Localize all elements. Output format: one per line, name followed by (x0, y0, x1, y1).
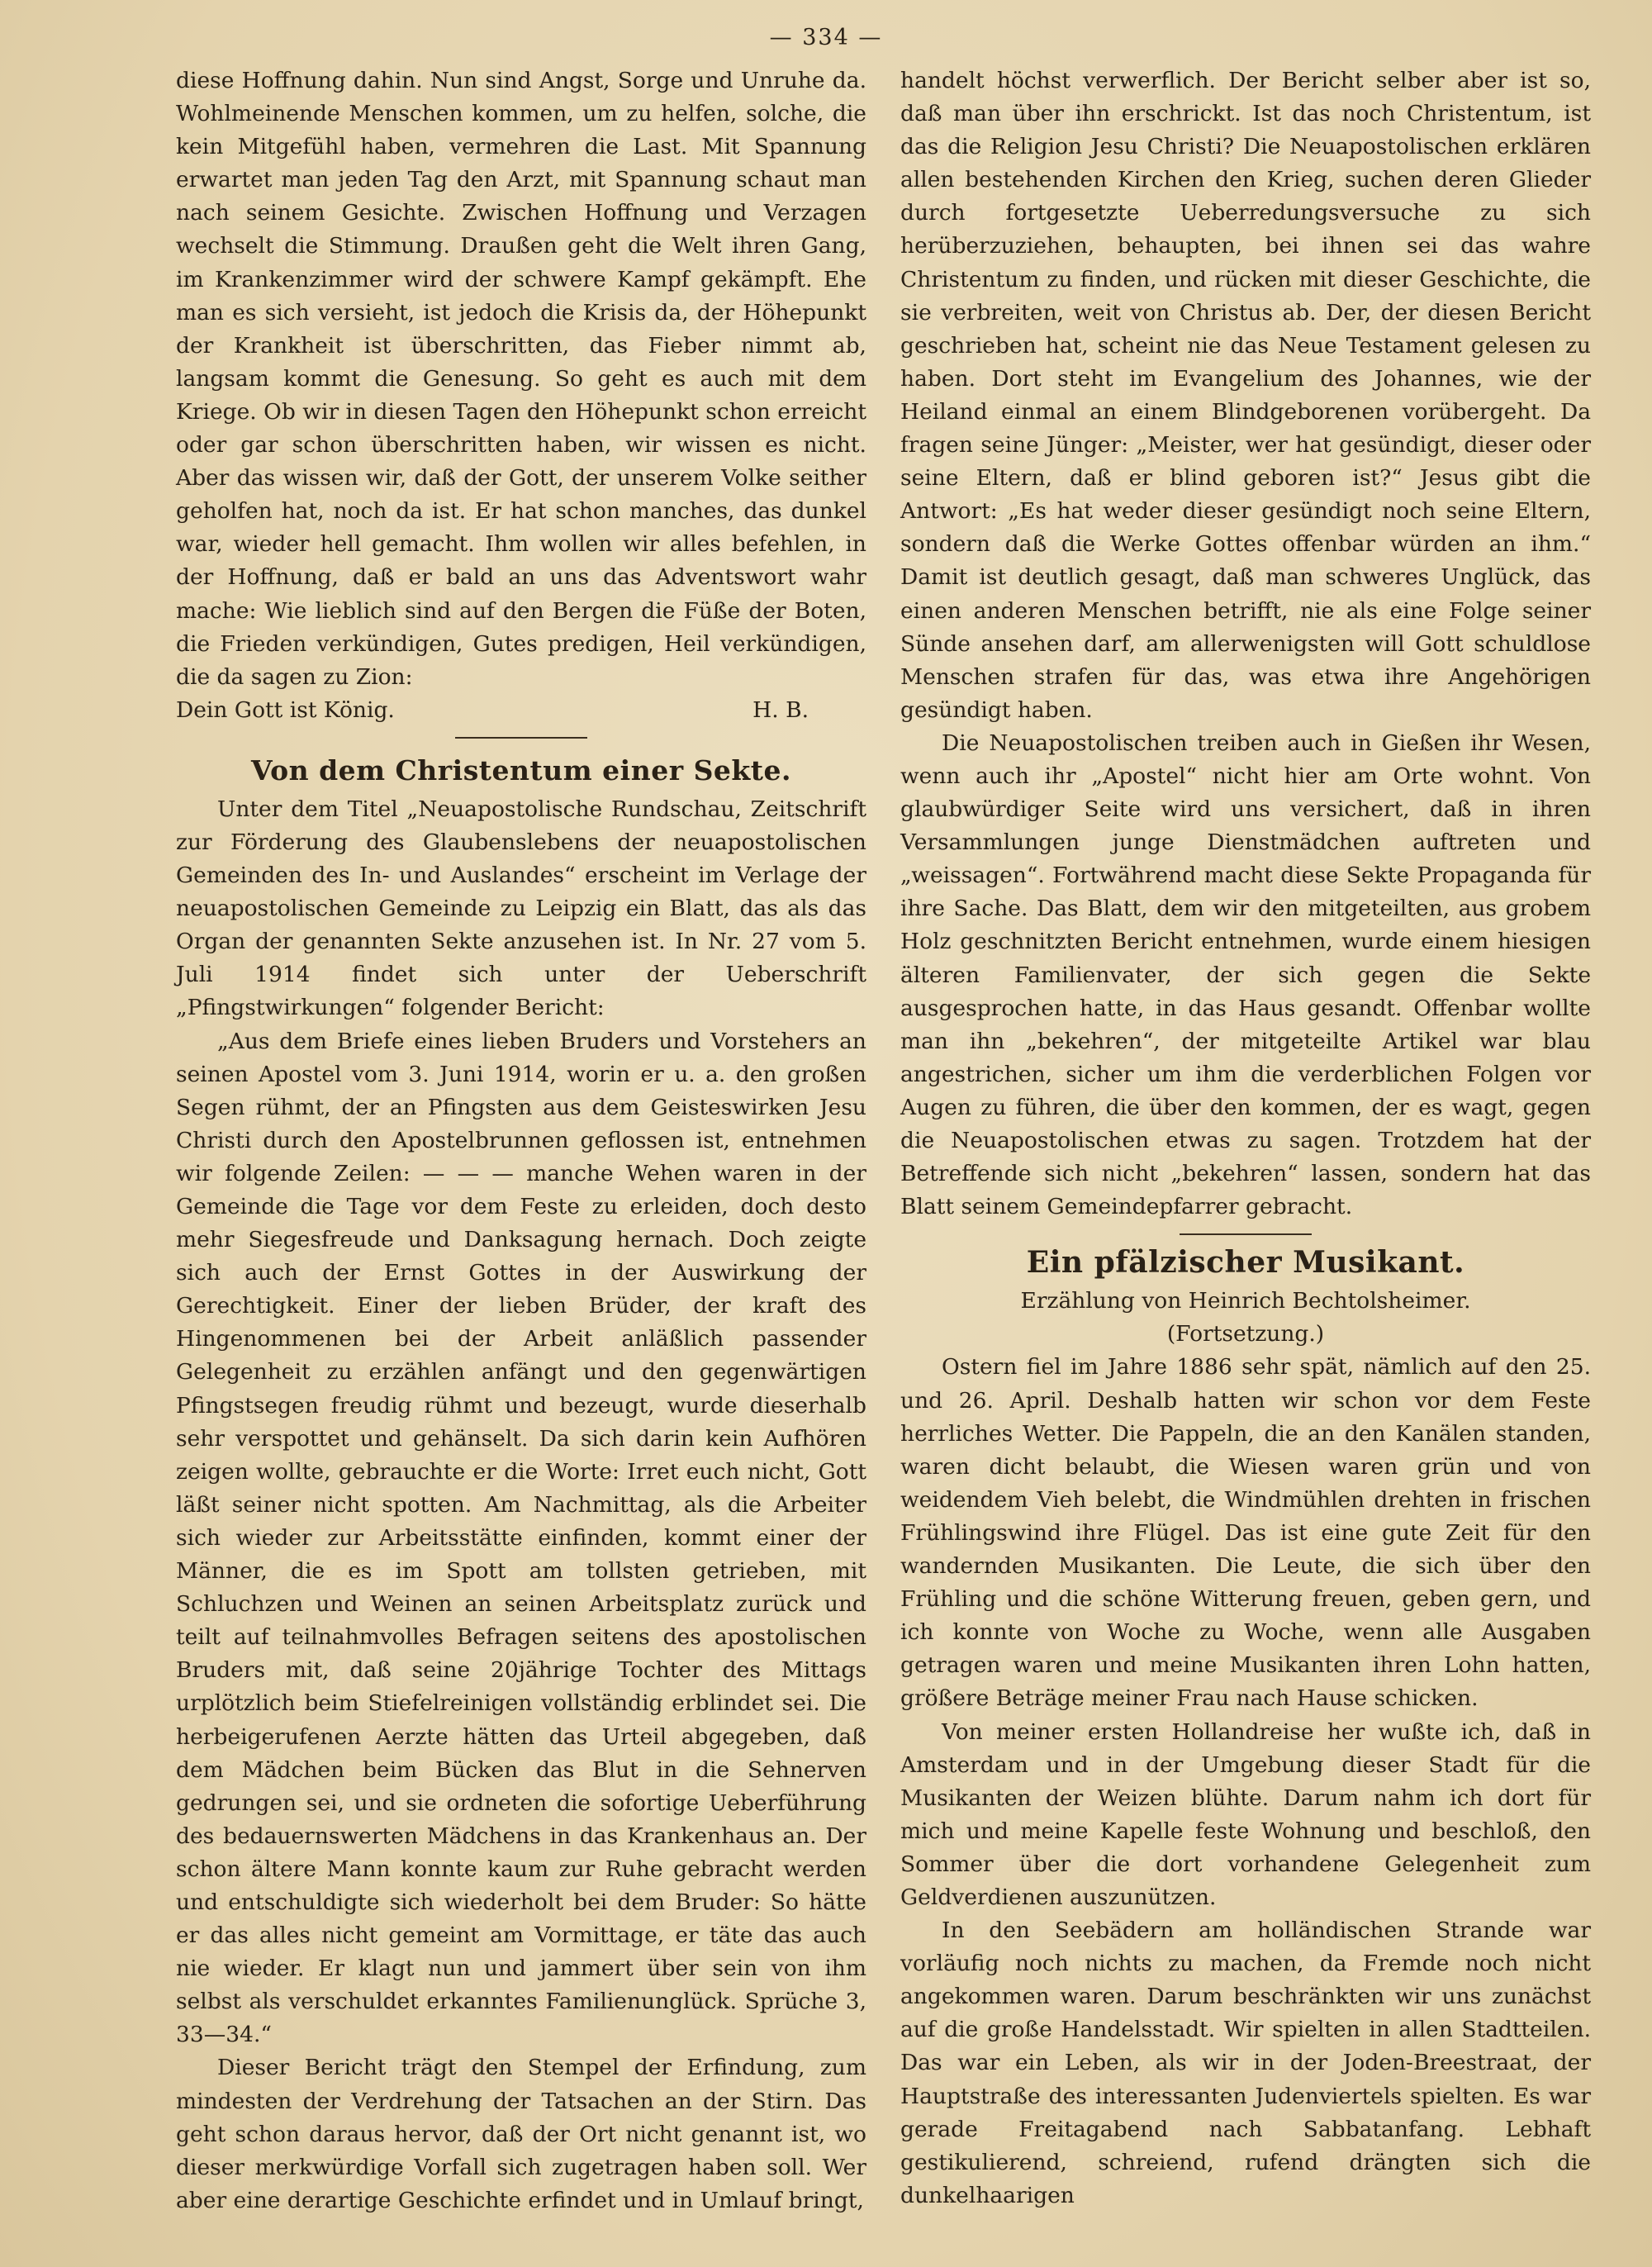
story-byline: Erzählung von Heinrich Bechtolsheimer. (1020, 1288, 1471, 1314)
story-paragraph: Von meiner ersten Hollandreise her wußte ich, daß in Amsterdam und in der Umgebung dieser Stadt für die Musikanten der Weizen blühte. Darum nahm ich dort für mich und meine Kapelle feste Wohnung und beschloß, den Sommer über die dort vorhandene Gelegenheit zum Geldverdienen auszunützen. (900, 1718, 1591, 1910)
section-divider (455, 737, 587, 739)
author-signature: H. B. (752, 696, 809, 723)
story-paragraph: In den Seebädern am holländischen Strande war vorläufig noch nichts zu machen, da Fremde noch nicht angekommen waren. Darum beschränkten wir uns zunächst auf die große Handelsstadt. Wir spielten in allen Stadtteilen. Das war ein Leben, als wir in der Joden-Breestraat, der Hauptstraße des interessanten Judenviertels spielten. Es war gerade Freitagabend nach Sabbatanfang. Lebhaft gestikulierend, schreiend, rufend drängten sich die dunkelhaarigen (900, 1918, 1591, 2208)
article-quote-paragraph: „Aus dem Briefe eines lieben Bruders und Vorstehers an seinen Apostel vom 3. Juni 1914, worin er u. a. den großen Segen rühmt, der an Pfingsten aus dem Geisteswirken Jesu Christi durch den Apostelbrunnen geflossen ist, entnehmen wir folgende Zeilen: — — — manche Wehen waren in der Gemeinde die Tage vor dem Feste zu erleiden, doch desto mehr Siegesfreude und Danksagung hernach. Doch zeigte sich auch der Ernst Gottes in der Auswirkung der Gerechtigkeit. Einer der lieben Brüder, der kraft des Hingenommenen bei der Arbeit anläßlich passender Gelegenheit zu erzählen anfängt und den gegenwärtigen Pfingstsegen freudig rühmt und bezeugt, wurde dieserhalb sehr verspottet und gehänselt. Da sich darin kein Aufhören zeigen wollte, gebrauchte er die Worte: Irret euch nicht, Gott läßt seiner nicht spotten. Am Nachmittag, als die Arbeiter sich wieder zur Arbeitsstätte einfinden, kommt einer der Männer, die es im Spott am tollsten getrieben, mit Schluchzen und Weinen an seinen Arbeitsplatz zurück und teilt auf teilnahmvolles Befragen seitens des apostolischen Bruders mit, daß seine 20jährige Tochter des Mittags urplötzlich beim Stiefelreinigen vollständig erblindet sei. Die herbeigerufenen Aerzte hätten das Urteil abgegeben, daß dem Mädchen beim Bücken das Blut in die Sehnerven gedrungen sei, und sie ordneten die sofortige Ueberführung des bedauernswerten Mädchens in das Krankenhaus an. Der schon ältere Mann konnte kaum zur Ruhe gebracht werden und entschuldigte sich wiederholt bei dem Bruder: So hätte er das alles nicht gemeint am Vormittage, er täte das auch nie wieder. Er klagt nun und jammert über sein von ihm selbst als verschuldet erkanntes Familienunglück. Sprüche 3, 33—34.“ (176, 1028, 866, 2048)
article-heading: Von dem Christentum einer Sekte. (251, 753, 791, 787)
article-continuation-paragraph: Die Neuapostolischen treiben auch in Gießen ihr Wesen, wenn auch ihr „Apostel“ nicht hier am Orte wohnt. Von glaubwürdiger Seite wird uns versichert, daß in ihren Versammlungen junge Dienstmädchen auftreten und „weissagen“. Fortwährend macht diese Sekte Propaganda für ihre Sache. Das Blatt, dem wir den mitgeteilten, aus grobem Holz geschnitzten Bericht entnehmen, wurde einem hiesigen älteren Familienvater, der sich gegen die Sekte ausgesprochen hatte, in das Haus gesandt. Offenbar wollte man ihn „bekehren“, der mitgeteilte Artikel war blau angestrichen, sicher um ihm die verderblichen Folgen vor Augen zu führen, die über den kommen, der es wagt, gegen die Neuapostolischen etwas zu sagen. Trotzdem hat der Betreffende sich nicht „bekehren“ lassen, sondern hat das Blatt seinem Gemeindepfarrer gebracht. (900, 730, 1591, 1220)
left-column (176, 64, 866, 2217)
story-paragraph: Ostern fiel im Jahre 1886 sehr spät, nämlich auf den 25. und 26. April. Deshalb hatten wir schon vor dem Feste herrliches Wetter. Die Pappeln, die an den Kanälen standen, waren dicht belaubt, die Wiesen waren grün und von weidendem Vieh belebt, die Windmühlen drehten in frischen Frühlingswind ihre Flügel. Das ist eine gute Zeit für den wandernden Musikanten. Die Leute, die sich über den Frühling und die schöne Witterung freuen, geben gern, und ich konnte von Woche zu Woche, wenn alle Ausgaben getragen waren und meine Musikanten ihren Lohn hatten, größere Beträge meiner Frau nach Hause schicken. (900, 1354, 1591, 1712)
intro-paragraph: diese Hoffnung dahin. Nun sind Angst, Sorge und Unruhe da. Wohlmeinende Menschen kommen, um zu helfen, solche, die kein Mitgefühl haben, vermehren die Last. Mit Spannung erwartet man jeden Tag den Arzt, mit Spannung schaut man nach seinem Gesichte. Zwischen Hoffnung und Verzagen wechselt die Stimmung. Draußen geht die Welt ihren Gang, im Krankenzimmer wird der schwere Kampf gekämpft. Ehe man es sich versieht, ist jedoch die Krisis da, der Höhepunkt der Krankheit ist überschritten, das Fieber nimmt ab, langsam kommt die Genesung. So geht es auch mit dem Kriege. Ob wir in diesen Tagen den Höhepunkt schon erreicht oder gar schon überschritten haben, wir wissen es nicht. Aber das wissen wir, daß der Gott, der unserem Volke seither geholfen hat, noch da ist. Er hat schon manches, das dunkel war, wieder hell gemacht. Ihm wollen wir alles befehlen, in der Hoffnung, daß er bald an uns das Adventswort wahr mache: Wie lieblich sind auf den Bergen die Füße der Boten, die Frieden verkündigen, Gutes predigen, Heil verkündigen, die da sagen zu Zion: (176, 68, 866, 690)
intro-last-line: Dein Gott ist König. (176, 696, 395, 723)
intro-closing-line (176, 694, 866, 727)
article-continuation-paragraph: handelt höchst verwerflich. Der Bericht selber aber ist so, daß man über ihn erschrickt. Ist das noch Christentum, ist das die Religion Jesu Christi? Die Neuapostolischen erklären allen bestehenden Kirchen den Krieg, suchen deren Glieder durch fortgesetzte Ueberredungsversuche zu sich herüberzuziehen, behaupten, bei ihnen sei das wahre Christentum zu finden, und rücken mit dieser Geschichte, die sie verbreiten, weit von Christus ab. Der, der diesen Bericht geschrieben hat, scheint nie das Neue Testament gelesen zu haben. Dort steht im Evangelium des Johannes, wie der Heiland einmal an einem Blindgeborenen vorübergeht. Da fragen seine Jünger: „Meister, wer hat gesündigt, dieser oder seine Eltern, daß er blind geboren ist?“ Jesus gibt die Antwort: „Es hat weder dieser gesündigt noch seine Eltern, sondern daß die Werke Gottes offenbar würden an ihm.“ Damit ist deutlich gesagt, daß man schweres Unglück, das einen anderen Menschen betrifft, nie als eine Folge seiner Sünde ansehen darf, am allerwenigsten will Gott schuldlose Menschen strafen für das, was etwa ihre Angehörigen gesündigt haben. (900, 68, 1591, 723)
article-paragraph: Unter dem Titel „Neuapostolische Rundschau, Zeitschrift zur Förderung des Glaubenslebens der neuapostolischen Gemeinden des In- und Auslandes“ erscheint im Verlage der neuapostolischen Gemeinde zu Leipzig ein Blatt, das als das Organ der genannten Sekte anzusehen ist. In Nr. 27 vom 5. Juli 1914 findet sich unter der Ueberschrift „Pfingstwirkungen“ folgender Bericht: (176, 796, 866, 1021)
section-divider (1180, 1233, 1312, 1235)
article-paragraph: Dieser Bericht trägt den Stempel der Erfindung, zum mindesten der Verdrehung der Tatsachen an der Stirn. Das geht schon daraus hervor, daß der Ort nicht genannt ist, wo dieser merkwürdige Vorfall sich zugetragen haben soll. Wer aber eine derartige Geschichte erfindet und in Umlauf bringt, (176, 2055, 866, 2213)
page-number: — 334 — (769, 25, 883, 50)
story-continued-note: (Fortsetzung.) (1166, 1321, 1325, 1347)
story-heading: Ein pfälzischer Musikant. (1026, 1245, 1465, 1281)
right-column (900, 64, 1591, 2212)
